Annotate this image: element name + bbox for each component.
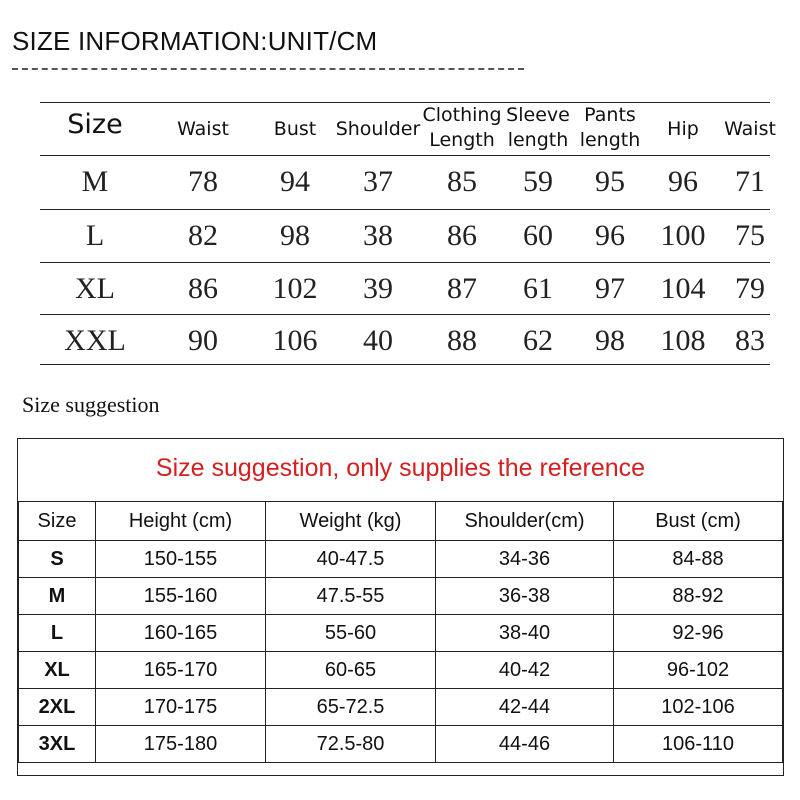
measurement-cell: 86 [447,219,477,252]
range-cell: 72.5-80 [266,726,436,763]
measurement-cell: 98 [595,324,625,357]
measurement-cell: 87 [447,272,477,305]
measurement-cell: 95 [595,165,625,198]
range-cell: 47.5-55 [266,578,436,615]
range-cell: 92-96 [614,615,783,652]
measurement-cell: 97 [595,272,625,305]
column-header: Weight (kg) [266,502,436,541]
size-cell: M [19,578,96,615]
range-cell: 102-106 [614,689,783,726]
size-cell: L [19,615,96,652]
measurement-cell: 78 [188,165,218,198]
measurement-cell: 60 [523,219,553,252]
range-cell: 165-170 [96,652,266,689]
range-cell: 160-165 [96,615,266,652]
size-cell: XL [75,272,115,305]
column-header: Pants length [579,104,641,151]
measurement-cell: 38 [363,219,393,252]
size-cell: M [81,165,109,198]
column-header: Shoulder [335,118,421,140]
range-cell: 40-47.5 [266,541,436,578]
column-header: Bust (cm) [614,502,783,541]
range-cell: 150-155 [96,541,266,578]
column-header: Size [67,109,123,140]
column-header: Waist [724,118,776,140]
table-row [19,541,783,578]
size-cell: 2XL [19,689,96,726]
range-cell: 44-46 [436,726,614,763]
range-cell: 42-44 [436,689,614,726]
measurement-cell: 37 [363,165,393,198]
range-cell: 84-88 [614,541,783,578]
table-row [40,209,770,261]
column-header: Sleeve length [506,104,570,151]
suggestion-grid [18,501,783,763]
range-cell: 55-60 [266,615,436,652]
table-header-row [40,102,776,155]
table-header-row [19,502,783,541]
measurement-cell: 104 [660,272,706,305]
measurement-cell: 79 [735,272,765,305]
measurement-cell: 102 [272,272,318,305]
measurement-cell: 40 [363,324,393,357]
column-header: Shoulder(cm) [436,502,614,541]
size-cell: L [85,219,105,252]
title-divider [12,68,524,70]
measurement-cell: 82 [188,219,218,252]
measurement-cell: 83 [735,324,765,357]
measurement-cell: 88 [447,324,477,357]
measurement-cell: 62 [523,324,553,357]
column-header: Size [19,502,96,541]
size-cell: XL [19,652,96,689]
range-cell: 60-65 [266,652,436,689]
measurement-cell: 96 [668,165,698,198]
column-header: Waist [177,118,229,140]
range-cell: 155-160 [96,578,266,615]
range-cell: 40-42 [436,652,614,689]
column-header: Bust [273,118,317,140]
size-cell: S [19,541,96,578]
measurement-cell: 61 [523,272,553,305]
range-cell: 65-72.5 [266,689,436,726]
table-row [19,615,783,652]
range-cell: 34-36 [436,541,614,578]
measurement-cell: 75 [735,219,765,252]
size-suggestion-table [17,438,784,776]
measurement-cell: 98 [280,219,310,252]
table-row [19,726,783,763]
page-title: SIZE INFORMATION:UNIT/CM [12,26,378,56]
measurement-cell: 59 [523,165,553,198]
measurement-cell: 90 [188,324,218,357]
range-cell: 175-180 [96,726,266,763]
range-cell: 106-110 [614,726,783,763]
size-cell: XXL [64,324,126,357]
column-header: Hip [667,118,699,140]
measurement-cell: 108 [660,324,706,357]
table-row [19,652,783,689]
measurement-cell: 86 [188,272,218,305]
column-header: Clothing Length [422,104,502,151]
measurement-cell: 39 [363,272,393,305]
table-row [40,262,770,314]
measurement-cell: 100 [660,219,706,252]
measurement-cell: 71 [735,165,765,198]
table-row [40,314,770,366]
measurement-cell: 94 [280,165,310,198]
measurement-cell: 85 [447,165,477,198]
range-cell: 96-102 [614,652,783,689]
table-caption: Size suggestion, only supplies the reference [155,454,646,482]
column-header: Height (cm) [96,502,266,541]
table-row [19,689,783,726]
table-row [40,155,770,207]
suggestion-label: Size suggestion [22,392,160,417]
range-cell: 170-175 [96,689,266,726]
table-row [19,578,783,615]
range-cell: 36-38 [436,578,614,615]
size-cell: 3XL [19,726,96,763]
range-cell: 38-40 [436,615,614,652]
measurement-cell: 96 [595,219,625,252]
measurement-cell: 106 [272,324,318,357]
range-cell: 88-92 [614,578,783,615]
